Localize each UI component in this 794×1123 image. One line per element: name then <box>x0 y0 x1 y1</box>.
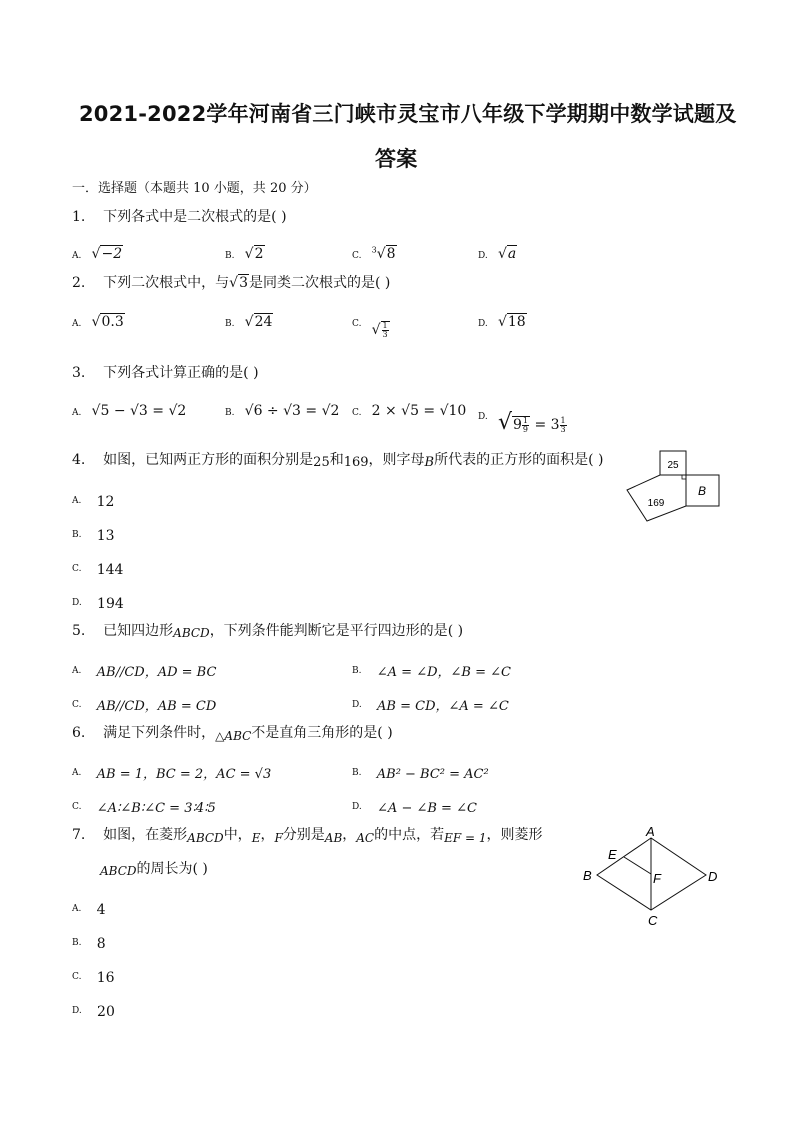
q7-var-f: F <box>274 831 283 845</box>
q3-a-expr: √5 − √3 = √2 <box>91 403 187 419</box>
q4-paren: ( ) <box>588 452 604 468</box>
q7-b-label: B. <box>72 938 82 948</box>
q6-c-expr: ∠A∶∠B∶∠C = 3∶4∶5 <box>96 801 216 816</box>
q4-squares-figure <box>620 445 730 535</box>
q7-var-e: E <box>251 831 261 845</box>
q7-var-abcd: ABCD <box>187 831 224 845</box>
q4-a-label: A. <box>72 496 82 506</box>
q2-option-b[interactable] <box>225 311 273 330</box>
q4-c-value: 144 <box>96 562 124 578</box>
q2-sqrt3-radicand: 3 <box>239 275 249 291</box>
q5-paren: ( ) <box>447 623 464 639</box>
q7-text-a: 如图，在菱形 <box>103 827 188 843</box>
question-5 <box>72 624 463 638</box>
q3-d-numerator2: 1 <box>560 415 566 425</box>
q4-d-value: 194 <box>97 596 124 612</box>
question-7 <box>72 827 543 845</box>
q3-d-equals: = 3 <box>534 417 560 433</box>
q6-d-expr: ∠A − ∠B = ∠C <box>377 801 477 816</box>
q7-c-label: C. <box>72 972 82 982</box>
radical-sign-icon: √ <box>91 246 101 262</box>
q5-c-expr: AB//CD，AB = CD <box>96 699 217 714</box>
q5-c-label: C. <box>72 700 82 710</box>
q1-a-radicand: −2 <box>101 246 123 262</box>
q4-option-d[interactable] <box>72 590 124 612</box>
q7-text-d: 分别是 <box>282 827 325 843</box>
question-4 <box>72 452 604 470</box>
radical-sign-icon: √ <box>497 246 507 262</box>
question-1 <box>72 210 287 224</box>
q1-b-label: B. <box>225 251 235 261</box>
q7-fig-label-a: A <box>646 824 655 839</box>
q2-option-c[interactable] <box>352 311 390 339</box>
q1-c-radicand: 8 <box>386 246 396 262</box>
q6-paren: ( ) <box>377 725 393 741</box>
q2-a-radicand: 0.3 <box>101 314 124 330</box>
radical-sign-icon: √ <box>371 322 381 338</box>
q1-paren: ( ) <box>271 209 287 225</box>
q5-a-label: A. <box>72 666 82 676</box>
q6-a-label: A. <box>72 768 82 778</box>
q2-option-d[interactable] <box>478 311 527 330</box>
q7-d-value: 20 <box>97 1004 115 1020</box>
q1-a-expr <box>92 245 124 262</box>
q2-d-label: D. <box>478 319 488 329</box>
q3-c-expr: 2 × √5 = √10 <box>371 403 467 419</box>
q4-fig-label-b: B <box>697 484 707 498</box>
q4-a-value: 12 <box>96 494 115 510</box>
q6-option-a[interactable] <box>72 760 272 782</box>
q7-fig-label-d: D <box>708 869 718 884</box>
q5-b-expr: ∠A = ∠D，∠B = ∠C <box>376 665 511 680</box>
q6-c-label: C. <box>72 802 82 812</box>
radical-sign-icon: √ <box>244 314 254 330</box>
q2-b-label: B. <box>225 319 235 329</box>
q2-text-b: 是同类二次根式的是 <box>249 275 376 291</box>
q3-d-whole: 9 <box>512 417 522 433</box>
q3-d-expr <box>497 410 567 435</box>
q2-b-expr <box>245 313 274 330</box>
q6-option-c[interactable] <box>72 794 216 816</box>
q6-text-a: 满足下列条件时， <box>103 725 216 741</box>
q7-text-f: 的中点，若 <box>374 827 445 843</box>
q7-d-label: D. <box>72 1006 82 1016</box>
q6-number: 6. <box>72 725 86 741</box>
q2-d-radicand: 18 <box>507 314 526 330</box>
q7-line2-text: 的周长为 <box>136 861 193 877</box>
q6-option-b[interactable] <box>352 760 489 782</box>
q7-c-value: 16 <box>96 970 115 986</box>
q3-d-label: D. <box>478 412 488 422</box>
q4-var-b: B <box>424 455 435 470</box>
q7-fig-label-e: E <box>608 847 617 862</box>
q7-segment-ef <box>624 857 651 874</box>
q3-d-fraction2 <box>560 417 567 434</box>
q2-c-fraction <box>382 322 389 339</box>
q5-d-label: D. <box>352 700 362 710</box>
radical-sign-icon: √ <box>91 314 101 330</box>
radical-sign-icon: √ <box>497 410 512 435</box>
q1-a-label: A. <box>72 251 82 261</box>
q7-var-ac: AC <box>356 831 375 845</box>
q4-b-value: 13 <box>96 528 115 544</box>
page-title-line2: 答案 <box>375 147 418 171</box>
q3-b-label: B. <box>225 408 235 418</box>
right-angle-icon <box>682 475 686 479</box>
q3-option-c[interactable] <box>352 400 466 419</box>
q3-a-label: A. <box>72 408 82 418</box>
q2-a-expr <box>92 313 125 330</box>
q5-a-expr: AB//CD，AD = BC <box>96 665 217 680</box>
q3-option-d[interactable] <box>478 400 567 435</box>
q2-c-label: C. <box>352 319 362 329</box>
q2-c-numerator: 1 <box>382 320 388 330</box>
q6-d-label: D. <box>352 802 362 812</box>
q4-fig-label-169: 169 <box>647 498 665 509</box>
q7-fig-label-c: C <box>648 913 658 928</box>
q1-d-radicand: a <box>507 246 517 262</box>
q7-text-g: ，则菱形 <box>486 827 543 843</box>
q6-var: △ABC <box>215 729 252 743</box>
q2-sqrt3 <box>229 274 249 291</box>
q7-a-value: 4 <box>96 902 106 918</box>
radical-sign-icon: √ <box>497 314 507 330</box>
q2-paren: ( ) <box>375 275 391 291</box>
q4-option-a[interactable] <box>72 488 115 510</box>
q5-option-c[interactable] <box>72 692 217 714</box>
radical-sign-icon: √ <box>229 275 239 291</box>
q4-value-25: 25 <box>313 455 330 470</box>
q1-option-b[interactable] <box>225 243 265 262</box>
q4-c-label: C. <box>72 564 82 574</box>
q7-var-ab: AB <box>324 831 343 845</box>
q1-d-label: D. <box>478 251 488 261</box>
q4-option-b[interactable] <box>72 522 115 544</box>
q5-d-expr: AB = CD，∠A = ∠C <box>377 699 509 714</box>
q7-a-label: A. <box>72 904 82 914</box>
q7-line2-var: ABCD <box>100 864 137 878</box>
q3-text: 下列各式计算正确的是 <box>103 365 244 381</box>
q7-text-e: ， <box>342 827 357 843</box>
q4-value-169: 169 <box>343 455 369 470</box>
q7-paren: ( ) <box>192 861 208 877</box>
q7-option-c[interactable] <box>72 964 115 986</box>
q1-b-radicand: 2 <box>254 246 264 262</box>
q2-b-radicand: 24 <box>254 314 273 330</box>
q4-option-c[interactable] <box>72 556 124 578</box>
q3-option-b[interactable] <box>225 400 339 419</box>
q1-c-index: 3 <box>371 245 377 255</box>
q1-option-d[interactable] <box>478 243 517 262</box>
q3-d-numerator: 1 <box>522 415 528 425</box>
q5-var: ABCD <box>173 626 210 640</box>
q1-c-expr <box>372 246 397 262</box>
q7-var-ef: EF = 1 <box>444 831 487 845</box>
q3-d-denominator: 9 <box>522 424 528 434</box>
q7-option-d[interactable] <box>72 998 115 1020</box>
question-3 <box>72 366 259 380</box>
q1-c-label: C. <box>352 251 362 261</box>
q7-number: 7. <box>72 827 86 843</box>
q4-b-label: B. <box>72 530 82 540</box>
q3-d-fraction <box>522 417 529 434</box>
q4-text-c: ，则字母 <box>368 452 425 468</box>
q1-text: 下列各式中是二次根式的是 <box>103 209 272 225</box>
q7-fig-label-b: B <box>583 868 592 883</box>
q5-text-b: ，下列条件能判断它是平行四边形的是 <box>209 623 448 639</box>
q6-b-expr: AB² − BC² = AC² <box>376 767 489 782</box>
q3-d-denominator2: 3 <box>560 424 566 434</box>
q2-text-a: 下列二次根式中，与 <box>103 275 230 291</box>
radical-sign-icon: √ <box>376 246 386 262</box>
q2-option-a[interactable] <box>72 311 125 330</box>
q7-text-c: ， <box>260 827 275 843</box>
q4-fig-label-25: 25 <box>667 460 679 471</box>
q5-number: 5. <box>72 623 86 639</box>
q4-number: 4. <box>72 452 86 468</box>
q3-paren: ( ) <box>243 365 259 381</box>
q4-d-label: D. <box>72 598 82 608</box>
q3-option-a[interactable] <box>72 400 186 419</box>
q6-b-label: B. <box>352 768 362 778</box>
q2-d-expr <box>498 313 527 330</box>
q7-b-value: 8 <box>96 936 106 952</box>
q5-b-label: B. <box>352 666 362 676</box>
q7-option-b[interactable] <box>72 930 106 952</box>
q6-a-expr: AB = 1，BC = 2，AC = √3 <box>96 767 272 782</box>
q4-text-b: 和 <box>329 452 344 468</box>
q2-c-expr <box>372 322 390 338</box>
q1-d-expr <box>498 245 517 262</box>
question-7-line2 <box>100 862 208 876</box>
q3-c-label: C. <box>352 408 362 418</box>
q2-a-label: A. <box>72 319 82 329</box>
q4-text-d: 所代表的正方形的面积是 <box>434 452 589 468</box>
q7-rhombus-figure <box>578 822 726 930</box>
q1-option-c[interactable] <box>352 243 397 262</box>
q1-b-expr <box>245 245 265 262</box>
question-6 <box>72 725 393 743</box>
q6-option-d[interactable] <box>352 794 477 816</box>
section-heading: 一．选择题（本题共 10 小题，共 20 分） <box>72 181 317 196</box>
q1-number: 1. <box>72 209 86 225</box>
q7-text-b: 中， <box>223 827 252 843</box>
q3-number: 3. <box>72 365 86 381</box>
q5-text-a: 已知四边形 <box>103 623 174 639</box>
q1-option-a[interactable] <box>72 243 123 262</box>
q5-option-a[interactable] <box>72 658 217 680</box>
q7-option-a[interactable] <box>72 896 106 918</box>
q2-c-denominator: 3 <box>382 329 388 339</box>
q6-text-b: 不是直角三角形的是 <box>251 725 378 741</box>
q3-b-expr: √6 ÷ √3 = √2 <box>244 403 340 419</box>
q5-option-b[interactable] <box>352 658 511 680</box>
question-2 <box>72 276 390 290</box>
q7-fig-label-f: F <box>653 871 661 886</box>
radical-sign-icon: √ <box>244 246 254 262</box>
q2-number: 2. <box>72 275 86 291</box>
q4-text-a: 如图，已知两正方形的面积分别是 <box>103 452 314 468</box>
page-title-line1: 2021-2022学年河南省三门峡市灵宝市八年级下学期期中数学试题及 <box>79 102 737 126</box>
q5-option-d[interactable] <box>352 692 509 714</box>
